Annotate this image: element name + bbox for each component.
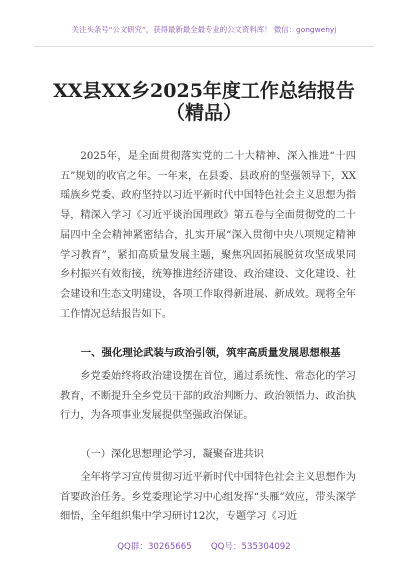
document-title: XX县XX乡2025年度工作总结报告 bbox=[53, 80, 355, 102]
section-paragraph: 乡党委始终将政治建设摆在首位，通过系统性、常态化的学习教育，不断提升全乡党员干部的政治判断力、政治领悟力、政治执行力，为各项事业发展提供坚强政治保证。 bbox=[60, 371, 356, 422]
intro-paragraph: 2025年，是全面贯彻落实党的二十大精神、深入推进“十四五”规划的收官之年。一年来，在县委、县政府的坚强领导下，XX瑶族乡党委、政府坚持以习近平新时代中国特色社会主义思想为指导，精深入学习《习近平谈治国理政》第五卷与全面贯彻党的二十届四中全会精神紧密结合，扎实开展“深入贯彻中央八项规定精神学习教育”，紧扣高质量发展主题，聚焦巩固拓展脱贫攻坚成果同乡村振兴有效衔接，统筹推进经济建设、政治建设、文化建设、社会建设和生态文明建设，各项工作取得新进展、新成效。现将全年工作情况总结报告如下。 bbox=[60, 151, 356, 320]
subsection-heading: （一）深化思想理论学习，凝聚奋进共识 bbox=[80, 449, 264, 460]
header-banner: 关注头条号“公文研究”，获得最新最全最专业的公文资料库！ 微信：gongwenyj bbox=[71, 25, 337, 34]
footer-contact: QQ群：30265665 QQ号：535304092 bbox=[117, 542, 291, 552]
section-heading: 一、强化理论武装与政治引领，筑牢高质量发展思想根基 bbox=[80, 347, 341, 359]
header-divider bbox=[34, 46, 374, 47]
subsection-paragraph: 全年将学习宣传贯彻习近平新时代中国特色社会主义思想作为首要政治任务。乡党委理论学习中心组发挥“头雁”效应，带头深学细悟，全年组织集中学习研讨12次，专题学习《习近 bbox=[60, 472, 356, 523]
document-subtitle: （精品） bbox=[165, 102, 242, 124]
